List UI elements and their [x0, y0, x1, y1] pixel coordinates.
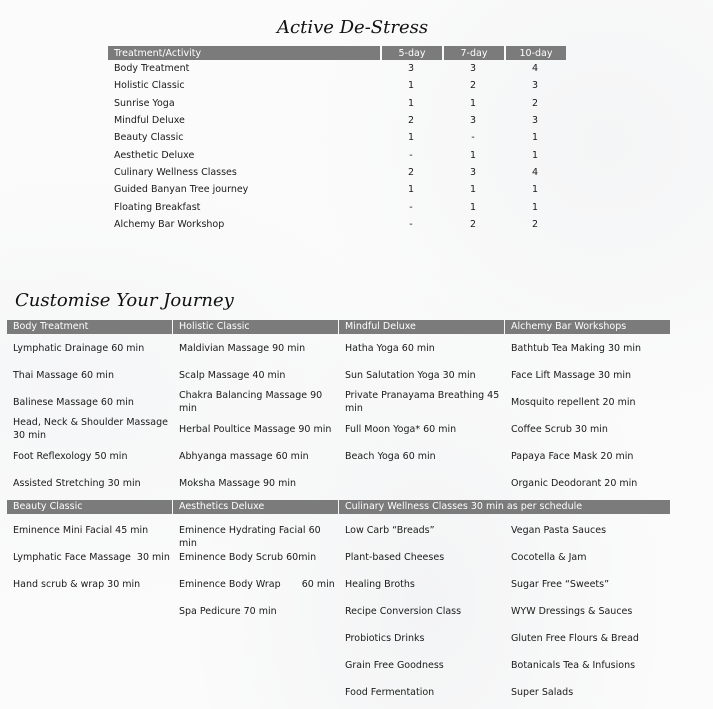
list-item: Scalp Massage 40 min: [179, 370, 286, 381]
session-count: 3: [469, 115, 477, 127]
list-item: Hand scrub & wrap 30 min: [13, 579, 141, 590]
session-count: 3: [469, 63, 477, 75]
beauty-classic-column: [7, 500, 172, 590]
list-item: Assisted Stretching 30 min: [13, 478, 141, 489]
list-item: Botanicals Tea & Infusions: [511, 660, 636, 671]
session-count: 2: [469, 218, 477, 230]
list-item: Organic Deodorant 20 min: [511, 478, 638, 489]
section-header: Aesthetics Deluxe: [173, 500, 338, 514]
session-count: 2: [407, 115, 415, 127]
table-row: [108, 95, 566, 112]
table-row: [108, 129, 566, 146]
activity-name: Culinary Wellness Classes: [114, 166, 237, 178]
activity-name: Mindful Deluxe: [114, 115, 185, 127]
session-count: 1: [407, 184, 415, 196]
session-count: 1: [469, 184, 477, 196]
active-destress-title: Active De-Stress: [277, 17, 429, 38]
session-count: 4: [531, 63, 539, 75]
session-count: 1: [531, 132, 539, 144]
activity-name: Floating Breakfast: [114, 201, 201, 213]
table-row: [108, 216, 566, 233]
column-header-5-day: 5-day: [380, 46, 442, 60]
list-item: Eminence Mini Facial 45 min: [13, 525, 149, 536]
list-item: Abhyanga massage 60 min: [179, 451, 309, 462]
list-item: Probiotics Drinks: [345, 633, 425, 644]
list-item: Grain Free Goodness: [345, 660, 444, 671]
session-count: -: [409, 201, 413, 213]
table-row: [108, 198, 566, 215]
list-item: Balinese Massage 60 min: [13, 397, 134, 408]
session-count: -: [471, 132, 475, 144]
table-row: [108, 77, 566, 94]
list-item: Moksha Massage 90 min: [179, 478, 296, 489]
active-destress-table: [108, 46, 566, 233]
column-header-10-day: 10-day: [504, 46, 566, 60]
session-count: 1: [469, 97, 477, 109]
list-item: Private Pranayama Breathing 45 min: [345, 390, 503, 414]
table-row: [108, 164, 566, 181]
session-count: 1: [531, 184, 539, 196]
list-item: Eminence Body Wrap 60 min: [179, 579, 335, 590]
list-item: Lymphatic Drainage 60 min: [13, 343, 145, 354]
activity-name: Holistic Classic: [114, 80, 185, 92]
list-item: Low Carb “Breads”: [345, 525, 435, 536]
list-item: Face Lift Massage 30 min: [511, 370, 632, 381]
column-header-7-day: 7-day: [442, 46, 504, 60]
list-item: Recipe Conversion Class: [345, 606, 462, 617]
list-item: Plant-based Cheeses: [345, 552, 445, 563]
session-count: 3: [531, 80, 539, 92]
mindful-deluxe-column: [339, 320, 504, 462]
list-item: Chakra Balancing Massage 90 min: [179, 390, 326, 414]
table-header-row: [108, 46, 566, 60]
list-item: Foot Reflexology 50 min: [13, 451, 128, 462]
list-item: Sun Salutation Yoga 30 min: [345, 370, 476, 381]
session-count: 1: [531, 201, 539, 213]
table-row: [108, 181, 566, 198]
session-count: 4: [531, 166, 539, 178]
list-item: Spa Pedicure 70 min: [179, 606, 277, 617]
session-count: 3: [531, 115, 539, 127]
holistic-classic-column: [173, 320, 338, 489]
list-item: Food Fermentation: [345, 687, 435, 698]
list-item: Hatha Yoga 60 min: [345, 343, 435, 354]
list-item: Vegan Pasta Sauces: [511, 525, 607, 536]
list-item: Head, Neck & Shoulder Massage 30 min: [13, 417, 171, 441]
list-item: Beach Yoga 60 min: [345, 451, 436, 462]
session-count: -: [409, 218, 413, 230]
section-header: Alchemy Bar Workshops: [505, 320, 670, 334]
list-item: Coffee Scrub 30 min: [511, 424, 608, 435]
list-item: Thai Massage 60 min: [13, 370, 114, 381]
list-item: Lymphatic Face Massage 30 min: [13, 552, 170, 563]
section-header: Holistic Classic: [173, 320, 338, 334]
session-count: 3: [469, 166, 477, 178]
aesthetics-deluxe-column: [173, 500, 338, 617]
list-item: Full Moon Yoga* 60 min: [345, 424, 457, 435]
activity-name: Sunrise Yoga: [114, 97, 175, 109]
activity-name: Aesthetic Deluxe: [114, 149, 195, 161]
list-item: WYW Dressings & Sauces: [511, 606, 633, 617]
list-item: Eminence Hydrating Facial 60 min: [179, 525, 324, 549]
section-header: Culinary Wellness Classes 30 min as per schedule: [339, 500, 670, 514]
culinary-wellness-column: [339, 500, 670, 698]
list-item: Herbal Poultice Massage 90 min: [179, 424, 332, 435]
session-count: 1: [469, 201, 477, 213]
customise-journey-title: Customise Your Journey: [15, 290, 234, 311]
list-item: Sugar Free “Sweets”: [511, 579, 610, 590]
list-item: Bathtub Tea Making 30 min: [511, 343, 642, 354]
session-count: -: [409, 149, 413, 161]
activity-name: Alchemy Bar Workshop: [114, 218, 225, 230]
session-count: 2: [469, 80, 477, 92]
session-count: 3: [407, 63, 415, 75]
session-count: 2: [531, 97, 539, 109]
list-item: Papaya Face Mask 20 min: [511, 451, 634, 462]
session-count: 2: [531, 218, 539, 230]
column-header-treatment: Treatment/Activity: [108, 46, 380, 60]
session-count: 1: [407, 97, 415, 109]
section-header: Beauty Classic: [7, 500, 172, 514]
session-count: 1: [531, 149, 539, 161]
list-item: Healing Broths: [345, 579, 415, 590]
alchemy-bar-column: [505, 320, 670, 489]
section-header: Body Treatment: [7, 320, 172, 334]
activity-name: Body Treatment: [114, 63, 190, 75]
body-treatment-column: [7, 320, 172, 489]
list-item: Cocotella & Jam: [511, 552, 587, 563]
session-count: 2: [407, 166, 415, 178]
table-row: [108, 60, 566, 77]
list-item: Mosquito repellent 20 min: [511, 397, 636, 408]
table-row: [108, 146, 566, 163]
session-count: 1: [407, 80, 415, 92]
session-count: 1: [469, 149, 477, 161]
section-header: Mindful Deluxe: [339, 320, 504, 334]
list-item: Gluten Free Flours & Bread: [511, 633, 639, 644]
table-row: [108, 112, 566, 129]
activity-name: Guided Banyan Tree journey: [114, 184, 249, 196]
session-count: 1: [407, 132, 415, 144]
list-item: Maldivian Massage 90 min: [179, 343, 306, 354]
list-item: Eminence Body Scrub 60min: [179, 552, 317, 563]
list-item: Super Salads: [511, 687, 574, 698]
activity-name: Beauty Classic: [114, 132, 184, 144]
